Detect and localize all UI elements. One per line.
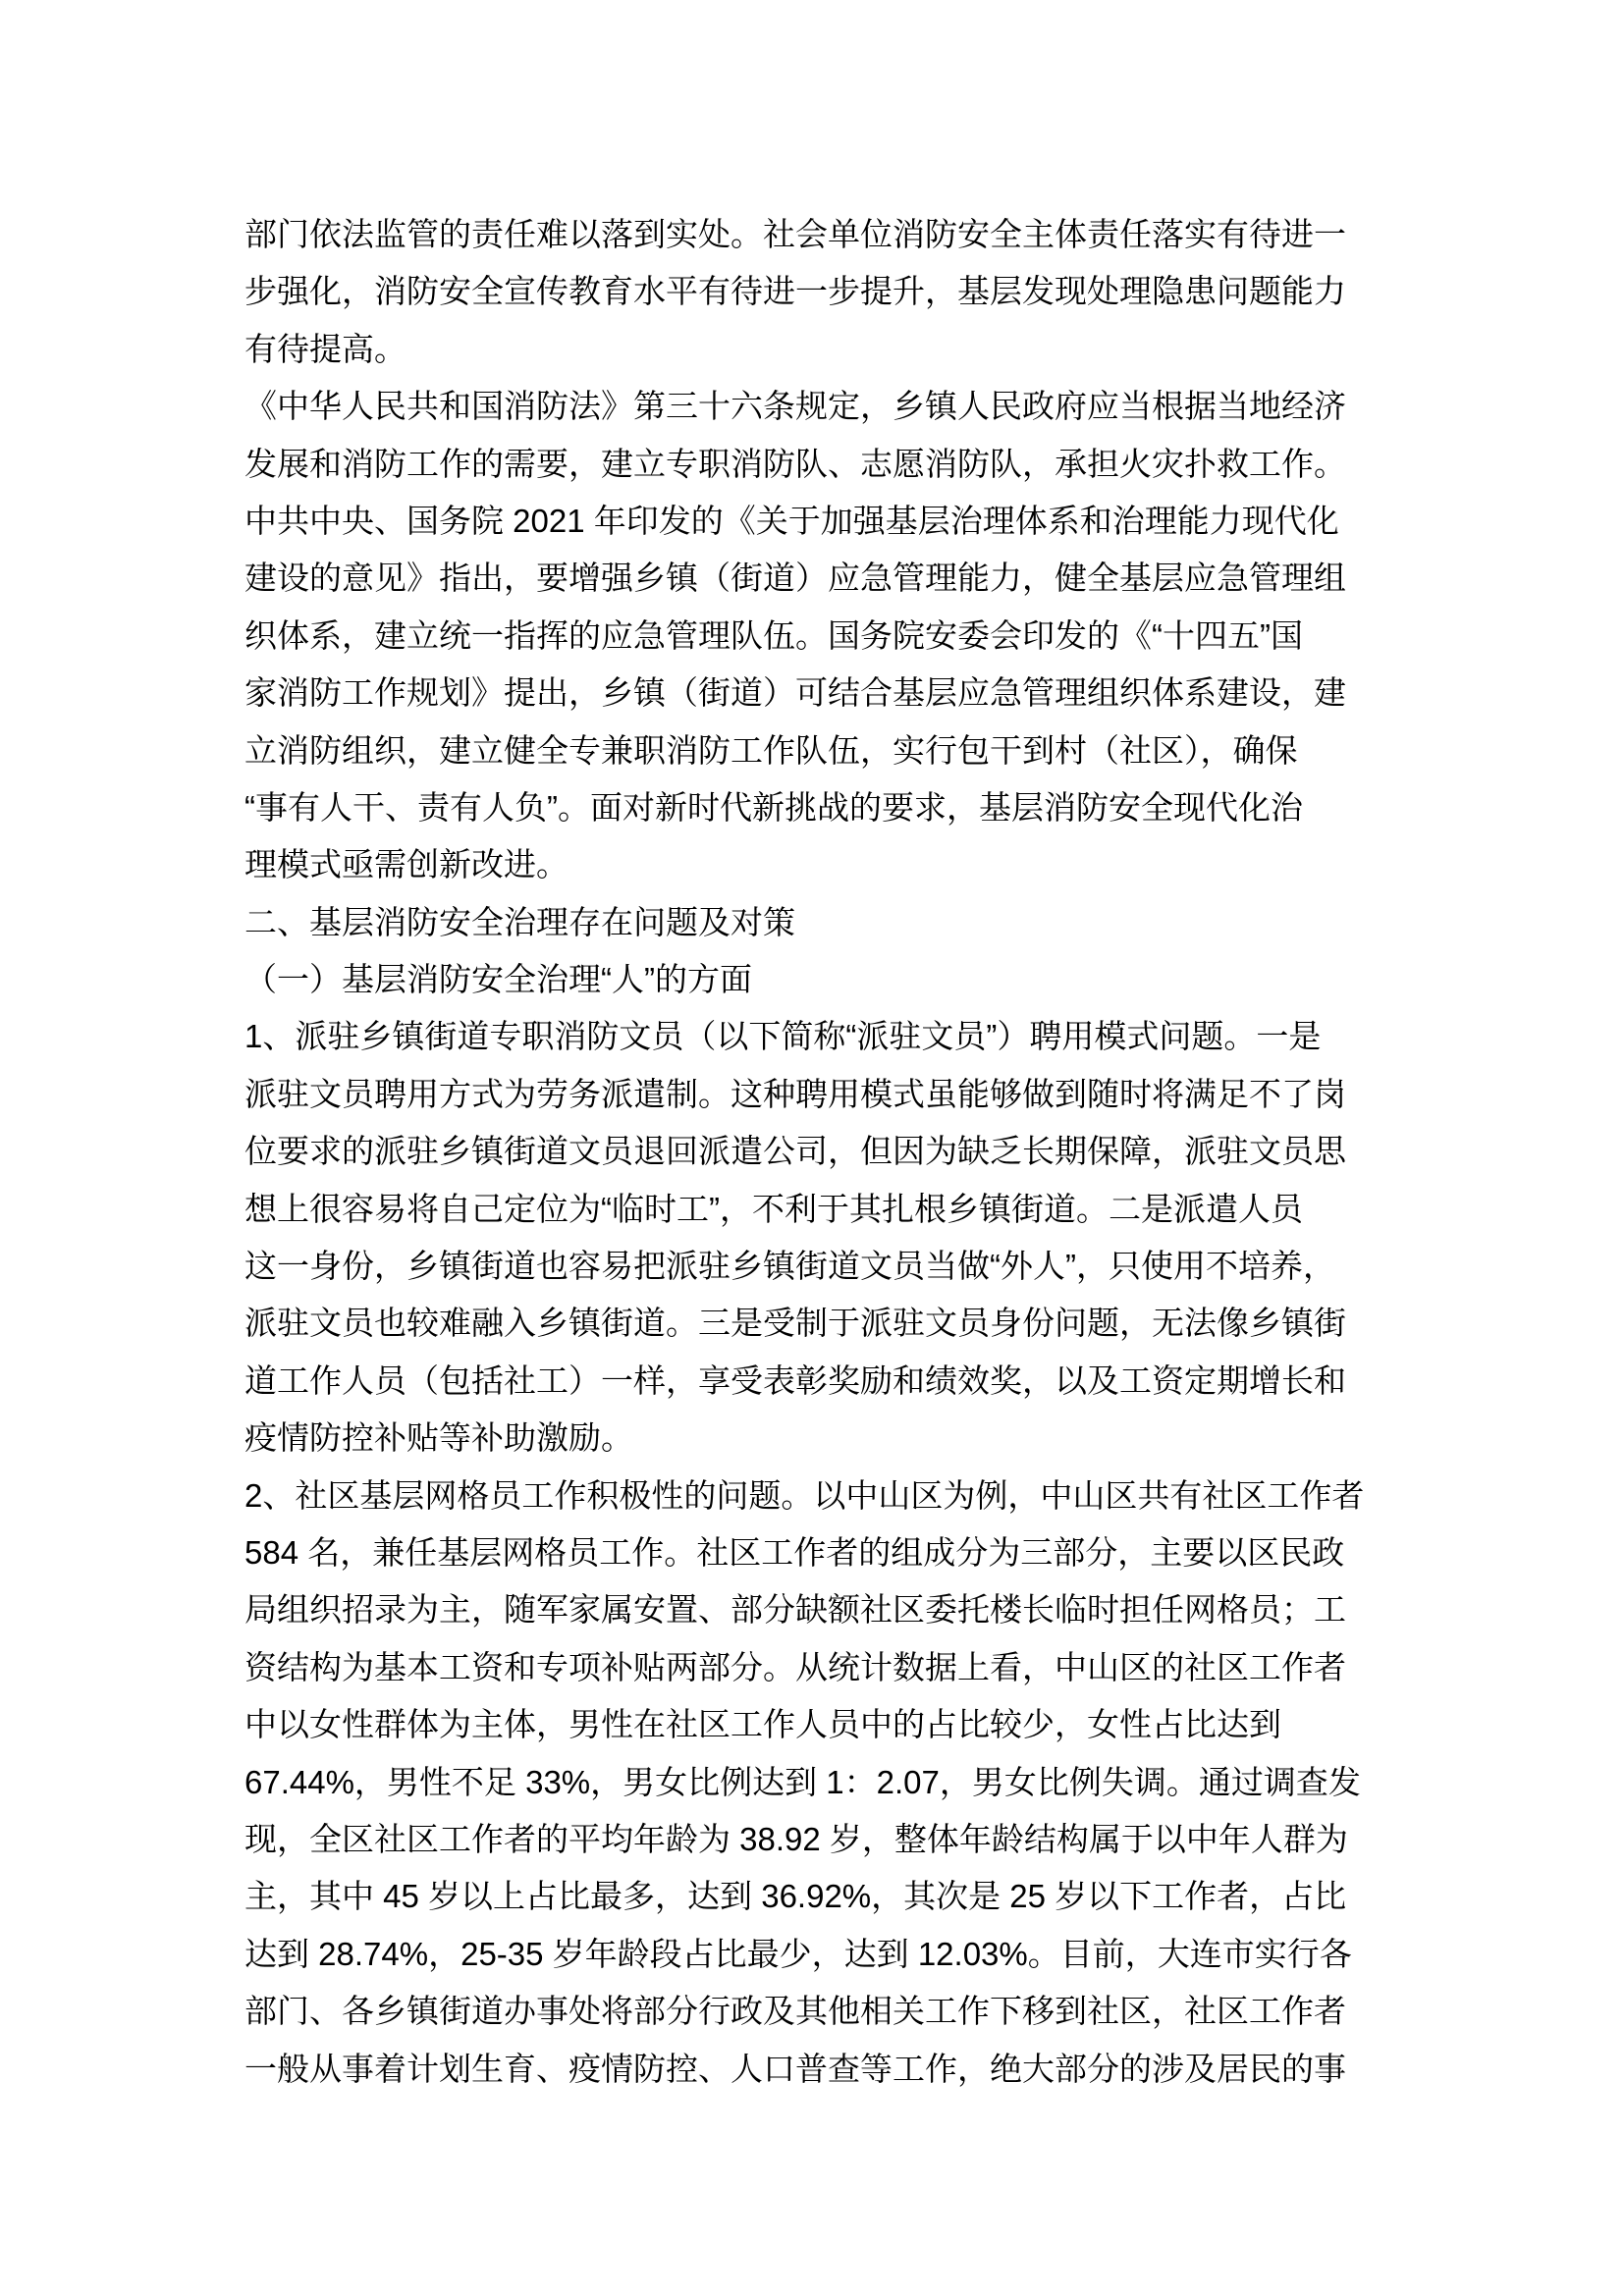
text-line: 主，其中 45 岁以上占比最多，达到 36.92%，其次是 25 岁以下工作者，占比 [244,1878,1347,1915]
text-line: 理模式亟需创新改进。 [244,846,568,883]
text-line: 资结构为基本工资和专项补贴两部分。从统计数据上看，中山区的社区工作者 [244,1648,1346,1685]
text-line: 部门依法监管的责任难以落到实处。社会单位消防安全主体责任落实有待进一 [244,216,1346,252]
text-line: 位要求的派驻乡镇街道文员退回派遣公司，但因为缺乏长期保障，派驻文员思 [244,1133,1346,1170]
text-line: 发展和消防工作的需要，建立专职消防队、志愿消防队，承担火灾扑救工作。 [244,445,1346,482]
text-line: 中共中央、国务院 2021 年印发的《关于加强基层治理体系和治理能力现代化 [244,502,1339,539]
text-line: 立消防组织，建立健全专兼职消防工作队伍，实行包干到村（社区），确保 [244,731,1298,769]
text-line: 584 名，兼任基层网格员工作。社区工作者的组成分为三部分，主要以区民政 [244,1533,1345,1571]
text-line: 现，全区社区工作者的平均年龄为 38.92 岁，整体年龄结构属于以中年人群为 [244,1820,1348,1857]
text-line: 2、社区基层网格员工作积极性的问题。以中山区为例，中山区共有社区工作者 [244,1476,1365,1514]
text-line: 织体系，建立统一指挥的应急管理队伍。国务院安委会印发的《“十四五”国 [244,616,1303,654]
text-line: 局组织招录为主，随军家属安置、部分缺额社区委托楼长临时担任网格员；工 [244,1591,1346,1629]
text-line: 建设的意见》指出，要增强乡镇（街道）应急管理能力，健全基层应急管理组 [244,560,1346,597]
text-line: 想上很容易将自己定位为“临时工”，不利于其扎根乡镇街道。二是派遣人员 [244,1190,1303,1227]
document-text-block [244,206,1388,2098]
text-line: 部门、各乡镇街道办事处将部分行政及其他相关工作下移到社区，社区工作者 [244,1993,1346,2030]
text-line: 疫情防控补贴等补助激励。 [244,1419,633,1457]
text-line: 一般从事着计划生育、疫情防控、人口普查等工作，绝大部分的涉及居民的事 [244,2050,1346,2087]
text-line: 《中华人民共和国消防法》第三十六条规定，乡镇人民政府应当根据当地经济 [244,388,1346,425]
text-line: 有待提高。 [244,330,406,367]
section-heading: 二、基层消防安全治理存在问题及对策 [244,903,795,940]
text-line: 家消防工作规划》提出，乡镇（街道）可结合基层应急管理组织体系建设，建 [244,674,1346,712]
text-line: 中以女性群体为主体，男性在社区工作人员中的占比较少，女性占比达到 [244,1706,1281,1743]
text-line: 步强化，消防安全宣传教育水平有待进一步提升，基层发现处理隐患问题能力 [244,273,1346,310]
text-line: 达到 28.74%，25-35 岁年龄段占比最少，达到 12.03%。目前，大连市实行各 [244,1935,1352,1972]
text-line: “事有人干、责有人负”。面对新时代新挑战的要求，基层消防安全现代化治 [244,788,1303,826]
text-line: 67.44%，男性不足 33%，男女比例达到 1：2.07，男女比例失调。通过调查发 [244,1763,1361,1800]
text-line: 派驻文员也较难融入乡镇街道。三是受制于派驻文员身份问题，无法像乡镇街 [244,1305,1346,1342]
text-line: 派驻文员聘用方式为劳务派遣制。这种聘用模式虽能够做到随时将满足不了岗 [244,1075,1346,1112]
text-line: 1、派驻乡镇街道专职消防文员（以下简称“派驻文员”）聘用模式问题。一是 [244,1018,1322,1055]
subsection-heading: （一）基层消防安全治理“人”的方面 [244,961,752,998]
text-line: 道工作人员（包括社工）一样，享受表彰奖励和绩效奖，以及工资定期增长和 [244,1362,1346,1399]
text-line: 这一身份，乡镇街道也容易把派驻乡镇街道文员当做“外人”，只使用不培养， [244,1248,1335,1285]
